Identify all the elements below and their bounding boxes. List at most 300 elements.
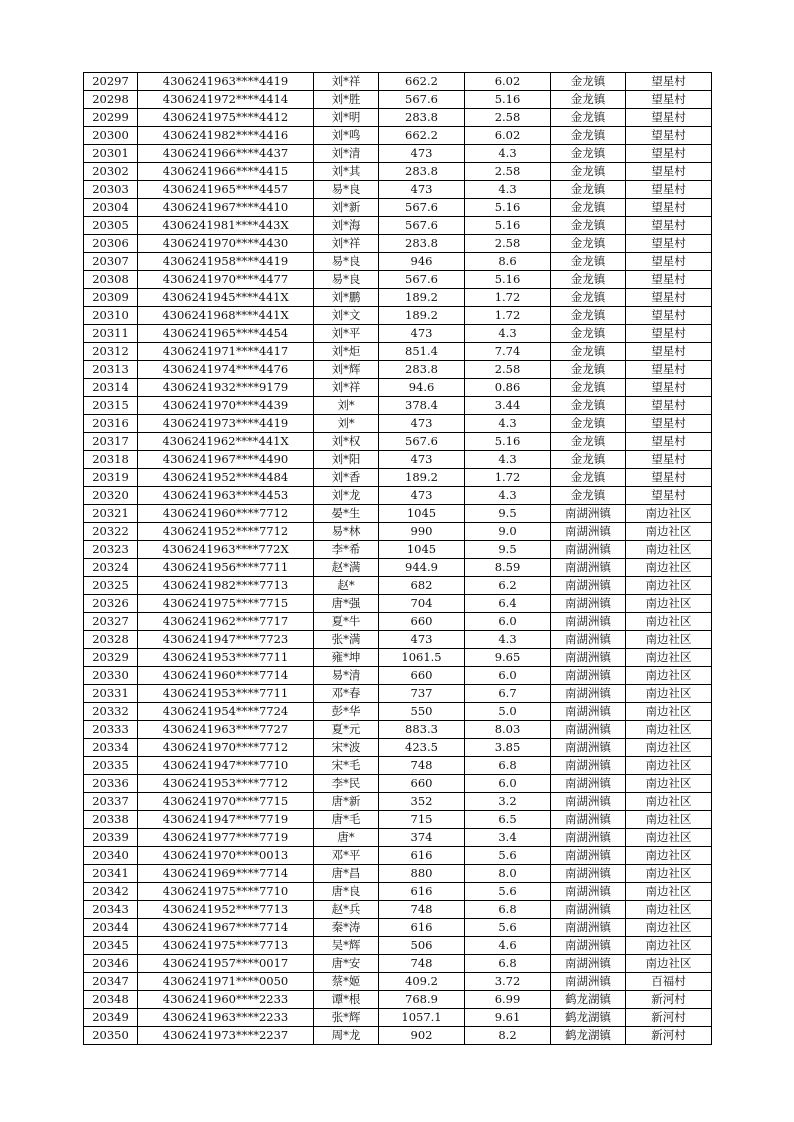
id-number-cell: 4306241953****7712 [138,775,314,793]
row-number-cell: 20347 [84,973,138,991]
name-cell: 邓*春 [314,685,379,703]
id-number-cell: 4306241963****2233 [138,1009,314,1027]
area-cell: 5.6 [465,919,551,937]
village-cell: 望星村 [626,343,712,361]
table-row [84,271,712,289]
table-row [84,829,712,847]
town-cell: 金龙镇 [551,487,626,505]
area-cell: 6.8 [465,901,551,919]
town-cell: 南湖洲镇 [551,613,626,631]
id-number-cell: 4306241963****4419 [138,73,314,91]
amount-cell: 748 [379,955,465,973]
row-number-cell: 20302 [84,163,138,181]
name-cell: 唐*安 [314,955,379,973]
row-number-cell: 20306 [84,235,138,253]
village-cell: 望星村 [626,253,712,271]
id-number-cell: 4306241932****9179 [138,379,314,397]
village-cell: 南边社区 [626,523,712,541]
town-cell: 鹤龙湖镇 [551,991,626,1009]
table-row [84,523,712,541]
amount-cell: 567.6 [379,433,465,451]
village-cell: 南边社区 [626,685,712,703]
village-cell: 南边社区 [626,829,712,847]
village-cell: 南边社区 [626,955,712,973]
amount-cell: 748 [379,757,465,775]
area-cell: 4.3 [465,451,551,469]
table-row [84,559,712,577]
village-cell: 南边社区 [626,937,712,955]
name-cell: 彭*华 [314,703,379,721]
row-number-cell: 20334 [84,739,138,757]
name-cell: 李*希 [314,541,379,559]
table-row [84,685,712,703]
table-row [84,91,712,109]
town-cell: 南湖洲镇 [551,595,626,613]
amount-cell: 378.4 [379,397,465,415]
area-cell: 5.16 [465,91,551,109]
name-cell: 易*林 [314,523,379,541]
id-number-cell: 4306241960****7714 [138,667,314,685]
amount-cell: 189.2 [379,307,465,325]
area-cell: 6.02 [465,73,551,91]
amount-cell: 1057.1 [379,1009,465,1027]
town-cell: 南湖洲镇 [551,793,626,811]
row-number-cell: 20311 [84,325,138,343]
id-number-cell: 4306241970****4439 [138,397,314,415]
amount-cell: 189.2 [379,469,465,487]
name-cell: 易*良 [314,271,379,289]
table-row [84,793,712,811]
area-cell: 5.16 [465,271,551,289]
id-number-cell: 4306241945****441X [138,289,314,307]
area-cell: 5.6 [465,883,551,901]
id-number-cell: 4306241970****4430 [138,235,314,253]
area-cell: 8.6 [465,253,551,271]
table-row [84,847,712,865]
town-cell: 金龙镇 [551,397,626,415]
town-cell: 南湖洲镇 [551,865,626,883]
row-number-cell: 20319 [84,469,138,487]
id-number-cell: 4306241952****7712 [138,523,314,541]
village-cell: 望星村 [626,145,712,163]
area-cell: 6.8 [465,955,551,973]
area-cell: 6.7 [465,685,551,703]
town-cell: 金龙镇 [551,415,626,433]
village-cell: 望星村 [626,235,712,253]
id-number-cell: 4306241970****0013 [138,847,314,865]
table-body [84,73,712,1045]
name-cell: 刘*清 [314,145,379,163]
town-cell: 南湖洲镇 [551,685,626,703]
id-number-cell: 4306241969****7714 [138,865,314,883]
town-cell: 金龙镇 [551,361,626,379]
area-cell: 9.65 [465,649,551,667]
village-cell: 南边社区 [626,541,712,559]
area-cell: 9.5 [465,541,551,559]
row-number-cell: 20318 [84,451,138,469]
name-cell: 晏*生 [314,505,379,523]
town-cell: 鹤龙湖镇 [551,1009,626,1027]
amount-cell: 851.4 [379,343,465,361]
town-cell: 南湖洲镇 [551,973,626,991]
amount-cell: 283.8 [379,163,465,181]
row-number-cell: 20297 [84,73,138,91]
table-row [84,181,712,199]
amount-cell: 616 [379,847,465,865]
village-cell: 南边社区 [626,883,712,901]
amount-cell: 748 [379,901,465,919]
table-row [84,109,712,127]
id-number-cell: 4306241975****7710 [138,883,314,901]
area-cell: 3.72 [465,973,551,991]
row-number-cell: 20340 [84,847,138,865]
name-cell: 刘*祥 [314,235,379,253]
id-number-cell: 4306241974****4476 [138,361,314,379]
id-number-cell: 4306241966****4415 [138,163,314,181]
id-number-cell: 4306241981****443X [138,217,314,235]
row-number-cell: 20320 [84,487,138,505]
row-number-cell: 20303 [84,181,138,199]
name-cell: 唐*毛 [314,811,379,829]
amount-cell: 662.2 [379,127,465,145]
town-cell: 南湖洲镇 [551,505,626,523]
amount-cell: 682 [379,577,465,595]
town-cell: 南湖洲镇 [551,577,626,595]
town-cell: 金龙镇 [551,91,626,109]
id-number-cell: 4306241975****4412 [138,109,314,127]
amount-cell: 616 [379,919,465,937]
town-cell: 南湖洲镇 [551,829,626,847]
name-cell: 李*民 [314,775,379,793]
id-number-cell: 4306241972****4414 [138,91,314,109]
town-cell: 南湖洲镇 [551,667,626,685]
area-cell: 3.44 [465,397,551,415]
name-cell: 刘*明 [314,109,379,127]
table-row [84,991,712,1009]
name-cell: 刘*权 [314,433,379,451]
row-number-cell: 20326 [84,595,138,613]
amount-cell: 616 [379,883,465,901]
village-cell: 望星村 [626,127,712,145]
name-cell: 赵*兵 [314,901,379,919]
amount-cell: 660 [379,667,465,685]
town-cell: 金龙镇 [551,271,626,289]
row-number-cell: 20298 [84,91,138,109]
area-cell: 4.3 [465,181,551,199]
row-number-cell: 20304 [84,199,138,217]
name-cell: 易*良 [314,181,379,199]
name-cell: 刘*香 [314,469,379,487]
area-cell: 2.58 [465,109,551,127]
name-cell: 赵* [314,577,379,595]
town-cell: 南湖洲镇 [551,721,626,739]
town-cell: 南湖洲镇 [551,541,626,559]
id-number-cell: 4306241977****7719 [138,829,314,847]
area-cell: 6.02 [465,127,551,145]
town-cell: 金龙镇 [551,433,626,451]
row-number-cell: 20338 [84,811,138,829]
id-number-cell: 4306241970****7712 [138,739,314,757]
town-cell: 南湖洲镇 [551,703,626,721]
id-number-cell: 4306241967****7714 [138,919,314,937]
town-cell: 金龙镇 [551,469,626,487]
table-row [84,199,712,217]
row-number-cell: 20341 [84,865,138,883]
town-cell: 南湖洲镇 [551,811,626,829]
village-cell: 新河村 [626,1009,712,1027]
name-cell: 刘*平 [314,325,379,343]
id-number-cell: 4306241947****7710 [138,757,314,775]
id-number-cell: 4306241962****441X [138,433,314,451]
town-cell: 南湖洲镇 [551,739,626,757]
village-cell: 南边社区 [626,775,712,793]
table-row [84,667,712,685]
town-cell: 金龙镇 [551,253,626,271]
row-number-cell: 20299 [84,109,138,127]
row-number-cell: 20309 [84,289,138,307]
village-cell: 南边社区 [626,613,712,631]
name-cell: 雍*坤 [314,649,379,667]
table-row [84,865,712,883]
village-cell: 南边社区 [626,703,712,721]
row-number-cell: 20329 [84,649,138,667]
amount-cell: 902 [379,1027,465,1045]
row-number-cell: 20330 [84,667,138,685]
area-cell: 2.58 [465,163,551,181]
area-cell: 3.2 [465,793,551,811]
table-row [84,127,712,145]
row-number-cell: 20317 [84,433,138,451]
amount-cell: 990 [379,523,465,541]
name-cell: 谭*根 [314,991,379,1009]
town-cell: 南湖洲镇 [551,919,626,937]
town-cell: 金龙镇 [551,307,626,325]
row-number-cell: 20337 [84,793,138,811]
village-cell: 望星村 [626,91,712,109]
id-number-cell: 4306241953****7711 [138,685,314,703]
id-number-cell: 4306241963****772X [138,541,314,559]
name-cell: 张*满 [314,631,379,649]
table-row [84,469,712,487]
table-row [84,487,712,505]
table-row [84,721,712,739]
id-number-cell: 4306241963****7727 [138,721,314,739]
table-row [84,163,712,181]
amount-cell: 473 [379,325,465,343]
village-cell: 望星村 [626,487,712,505]
row-number-cell: 20313 [84,361,138,379]
village-cell: 望星村 [626,361,712,379]
row-number-cell: 20312 [84,343,138,361]
id-number-cell: 4306241952****7713 [138,901,314,919]
id-number-cell: 4306241975****7713 [138,937,314,955]
area-cell: 6.4 [465,595,551,613]
table-row [84,757,712,775]
name-cell: 夏*牛 [314,613,379,631]
table-row [84,235,712,253]
name-cell: 蔡*姬 [314,973,379,991]
town-cell: 金龙镇 [551,181,626,199]
area-cell: 6.0 [465,667,551,685]
row-number-cell: 20335 [84,757,138,775]
id-number-cell: 4306241956****7711 [138,559,314,577]
row-number-cell: 20305 [84,217,138,235]
area-cell: 3.85 [465,739,551,757]
table-row [84,649,712,667]
table-row [84,955,712,973]
id-number-cell: 4306241958****4419 [138,253,314,271]
village-cell: 望星村 [626,163,712,181]
name-cell: 刘*辉 [314,361,379,379]
amount-cell: 880 [379,865,465,883]
amount-cell: 1061.5 [379,649,465,667]
id-number-cell: 4306241970****4477 [138,271,314,289]
table-row [84,307,712,325]
area-cell: 4.3 [465,145,551,163]
table-row [84,919,712,937]
town-cell: 金龙镇 [551,145,626,163]
area-cell: 8.2 [465,1027,551,1045]
name-cell: 夏*元 [314,721,379,739]
id-number-cell: 4306241962****7717 [138,613,314,631]
table-row [84,289,712,307]
town-cell: 南湖洲镇 [551,757,626,775]
area-cell: 4.3 [465,631,551,649]
area-cell: 3.4 [465,829,551,847]
name-cell: 赵*满 [314,559,379,577]
amount-cell: 506 [379,937,465,955]
row-number-cell: 20350 [84,1027,138,1045]
name-cell: 刘* [314,415,379,433]
amount-cell: 409.2 [379,973,465,991]
amount-cell: 473 [379,181,465,199]
row-number-cell: 20342 [84,883,138,901]
village-cell: 南边社区 [626,649,712,667]
amount-cell: 660 [379,775,465,793]
id-number-cell: 4306241975****7715 [138,595,314,613]
town-cell: 金龙镇 [551,289,626,307]
name-cell: 刘*炬 [314,343,379,361]
table-row [84,775,712,793]
row-number-cell: 20344 [84,919,138,937]
area-cell: 9.0 [465,523,551,541]
row-number-cell: 20315 [84,397,138,415]
town-cell: 南湖洲镇 [551,901,626,919]
table-row [84,253,712,271]
name-cell: 宋*波 [314,739,379,757]
name-cell: 吴*辉 [314,937,379,955]
area-cell: 8.59 [465,559,551,577]
amount-cell: 94.6 [379,379,465,397]
table-row [84,343,712,361]
id-number-cell: 4306241960****7712 [138,505,314,523]
id-number-cell: 4306241982****4416 [138,127,314,145]
area-cell: 6.99 [465,991,551,1009]
area-cell: 4.3 [465,415,551,433]
town-cell: 金龙镇 [551,325,626,343]
row-number-cell: 20321 [84,505,138,523]
table-row [84,73,712,91]
name-cell: 张*辉 [314,1009,379,1027]
area-cell: 9.61 [465,1009,551,1027]
town-cell: 鹤龙湖镇 [551,1027,626,1045]
village-cell: 望星村 [626,181,712,199]
name-cell: 宋*毛 [314,757,379,775]
id-number-cell: 4306241970****7715 [138,793,314,811]
id-number-cell: 4306241973****2237 [138,1027,314,1045]
table-row [84,1027,712,1045]
name-cell: 唐*良 [314,883,379,901]
amount-cell: 1045 [379,505,465,523]
village-cell: 新河村 [626,1027,712,1045]
amount-cell: 473 [379,631,465,649]
amount-cell: 737 [379,685,465,703]
id-number-cell: 4306241982****7713 [138,577,314,595]
row-number-cell: 20333 [84,721,138,739]
table-row [84,631,712,649]
town-cell: 南湖洲镇 [551,847,626,865]
amount-cell: 567.6 [379,217,465,235]
amount-cell: 704 [379,595,465,613]
area-cell: 6.0 [465,775,551,793]
village-cell: 南边社区 [626,559,712,577]
village-cell: 南边社区 [626,865,712,883]
amount-cell: 567.6 [379,199,465,217]
amount-cell: 946 [379,253,465,271]
table-row [84,901,712,919]
amount-cell: 283.8 [379,361,465,379]
id-number-cell: 4306241954****7724 [138,703,314,721]
area-cell: 4.6 [465,937,551,955]
village-cell: 望星村 [626,325,712,343]
table-row [84,703,712,721]
village-cell: 望星村 [626,379,712,397]
amount-cell: 944.9 [379,559,465,577]
table-row [84,613,712,631]
amount-cell: 660 [379,613,465,631]
id-number-cell: 4306241968****441X [138,307,314,325]
area-cell: 8.0 [465,865,551,883]
area-cell: 6.0 [465,613,551,631]
amount-cell: 550 [379,703,465,721]
table-row [84,883,712,901]
table-row [84,541,712,559]
name-cell: 刘*鹏 [314,289,379,307]
id-number-cell: 4306241957****0017 [138,955,314,973]
area-cell: 1.72 [465,289,551,307]
village-cell: 望星村 [626,307,712,325]
amount-cell: 423.5 [379,739,465,757]
village-cell: 南边社区 [626,847,712,865]
area-cell: 5.0 [465,703,551,721]
town-cell: 金龙镇 [551,73,626,91]
town-cell: 金龙镇 [551,235,626,253]
row-number-cell: 20322 [84,523,138,541]
amount-cell: 662.2 [379,73,465,91]
name-cell: 秦*涛 [314,919,379,937]
table-row [84,595,712,613]
village-cell: 南边社区 [626,631,712,649]
row-number-cell: 20349 [84,1009,138,1027]
town-cell: 金龙镇 [551,163,626,181]
amount-cell: 189.2 [379,289,465,307]
village-cell: 望星村 [626,109,712,127]
name-cell: 邓*平 [314,847,379,865]
town-cell: 金龙镇 [551,343,626,361]
row-number-cell: 20308 [84,271,138,289]
id-number-cell: 4306241947****7719 [138,811,314,829]
id-number-cell: 4306241973****4419 [138,415,314,433]
